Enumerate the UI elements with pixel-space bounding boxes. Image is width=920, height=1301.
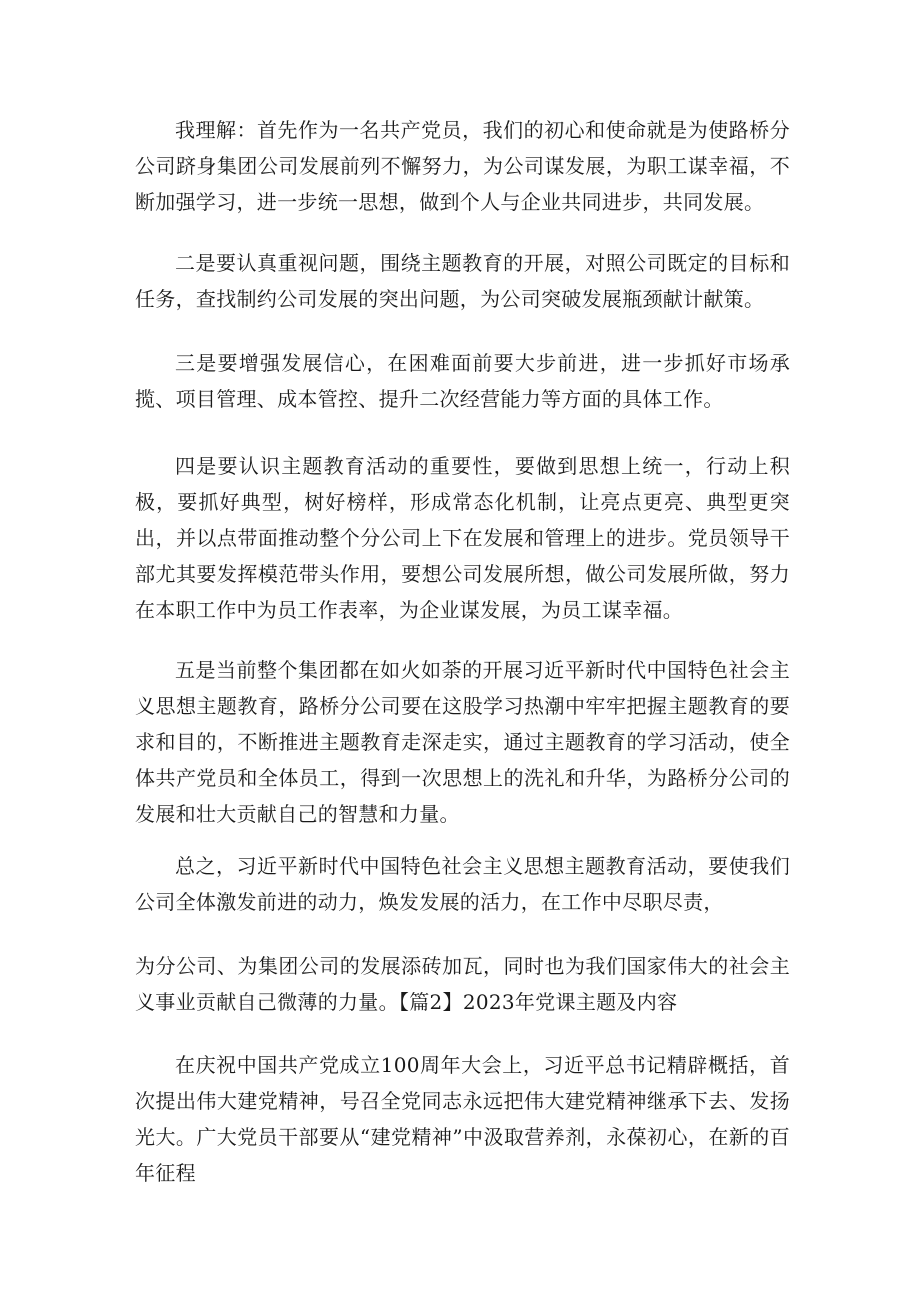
paragraph-understanding: 我理解：首先作为一名共产党员，我们的初心和使命就是为使路桥分公司跻身集团公司发展前列不懈努力，为公司谋发展，为职工谋幸福，不断加强学习，进一步统一思想，做到个人与企业共同进步，共同发展。 [135,118,790,214]
paragraph-point-three: 三是要增强发展信心，在困难面前要大步前进，进一步抓好市场承揽、项目管理、成本管控、提升二次经营能力等方面的具体工作。 [135,351,790,411]
paragraph-point-two: 二是要认真重视问题，围绕主题教育的开展，对照公司既定的目标和任务，查找制约公司发展的突出问题，为公司突破发展瓶颈献计献策。 [135,251,790,311]
paragraph-summary-continued: 为分公司、为集团公司的发展添砖加瓦，同时也为我们国家伟大的社会主义事业贡献自己微薄的力量。【篇2】2023年党课主题及内容 [135,954,790,1014]
paragraph-summary: 总之，习近平新时代中国特色社会主义思想主题教育活动，要使我们公司全体激发前进的动力，焕发发展的活力，在工作中尽职尽责， [135,854,790,914]
paragraph-point-five: 五是当前整个集团都在如火如荼的开展习近平新时代中国特色社会主义思想主题教育，路桥分公司要在这股学习热潮中牢牢把握主题教育的要求和目的，不断推进主题教育走深走实，通过主题教育的学习活动，使全体共产党员和全体员工，得到一次思想上的洗礼和升华，为路桥分公司的发展和壮大贡献自己的智慧和力量。 [135,658,790,826]
paragraph-centenary: 在庆祝中国共产党成立100周年大会上，习近平总书记精辟概括，首次提出伟大建党精神，号召全党同志永远把伟大建党精神继承下去、发扬光大。广大党员干部要从“建党精神”中汲取营养剂，永葆初心，在新的百年征程 [135,1053,790,1185]
paragraph-point-four: 四是要认识主题教育活动的重要性，要做到思想上统一，行动上积极，要抓好典型，树好榜样，形成常态化机制，让亮点更亮、典型更突出，并以点带面推动整个分公司上下在发展和管理上的进步。党员领导干部尤其要发挥模范带头作用，要想公司发展所想，做公司发展所做，努力在本职工作中为员工作表率，为企业谋发展，为员工谋幸福。 [135,454,790,622]
